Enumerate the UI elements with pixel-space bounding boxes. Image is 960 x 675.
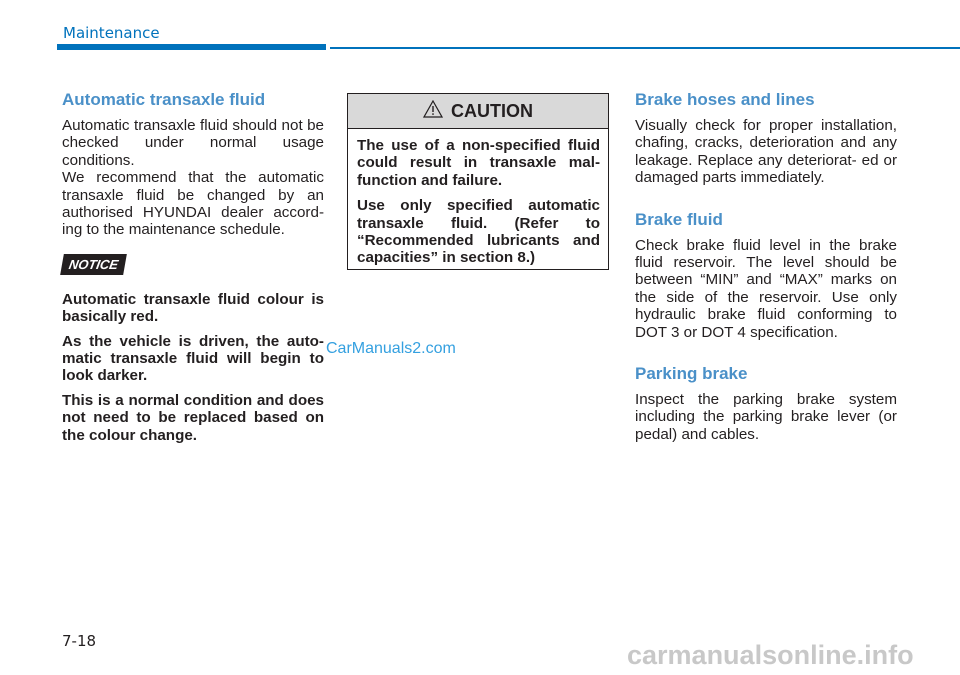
paragraph: Automatic transaxle fluid should not be checked under normal usage conditions. <box>62 117 324 169</box>
notice-paragraph: As the vehicle is driven, the auto- matic transaxle fluid will begin to look darker. <box>62 332 324 385</box>
watermark-link[interactable]: CarManuals2.com <box>326 340 456 357</box>
section-brake-hoses <box>635 90 897 187</box>
right-column <box>635 90 897 466</box>
section-heading: Automatic transaxle fluid <box>62 90 266 109</box>
paragraph: Inspect the parking brake system including the parking brake lever (or pedal) and cables. <box>635 391 897 443</box>
header-rule <box>330 47 960 49</box>
caution-header <box>348 94 608 129</box>
section-heading: Parking brake <box>635 364 748 384</box>
caution-title: CAUTION <box>451 100 533 121</box>
notice-paragraph: Automatic transaxle fluid colour is basically red. <box>62 290 324 326</box>
notice-badge: NOTICE <box>60 254 127 275</box>
notice-paragraph: This is a normal condition and does not need to be replaced based on the colour change. <box>62 391 324 444</box>
caution-paragraph: Use only specified automatic transaxle fluid. (Refer to “Recommended lubricants and capacities” in section 8.) <box>357 197 600 267</box>
paragraph: We recommend that the automatic transaxle fluid be changed by an authorised HYUNDAI dealer accord- ing to the maintenance schedule. <box>62 169 324 239</box>
footer-watermark: carmanualsonline.info <box>627 640 914 670</box>
left-column <box>62 90 324 451</box>
page-number: 7-18 <box>62 632 97 650</box>
caution-body <box>348 129 608 267</box>
warning-triangle-icon <box>423 100 443 123</box>
section-heading: Brake hoses and lines <box>635 90 815 109</box>
header-bar <box>57 44 326 50</box>
paragraph: Check brake fluid level in the brake fluid reservoir. The level should be between “MIN” and “MAX” marks on the side of the reservoir. Use only hydraulic brake fluid conforming to DOT 3 or DOT 4 specification. <box>635 236 897 341</box>
section-brake-fluid <box>635 210 897 341</box>
section-heading: Brake fluid <box>635 209 723 229</box>
section-parking-brake <box>635 364 897 443</box>
caution-box <box>347 93 609 270</box>
header-title: Maintenance <box>63 24 160 42</box>
caution-paragraph: The use of a non-specified fluid could result in transaxle mal- function and failure. <box>357 137 600 189</box>
paragraph: Visually check for proper installation, chafing, cracks, deterioration and any leakage. Replace any deteriorat- ed or damaged parts immediately. <box>635 117 897 187</box>
